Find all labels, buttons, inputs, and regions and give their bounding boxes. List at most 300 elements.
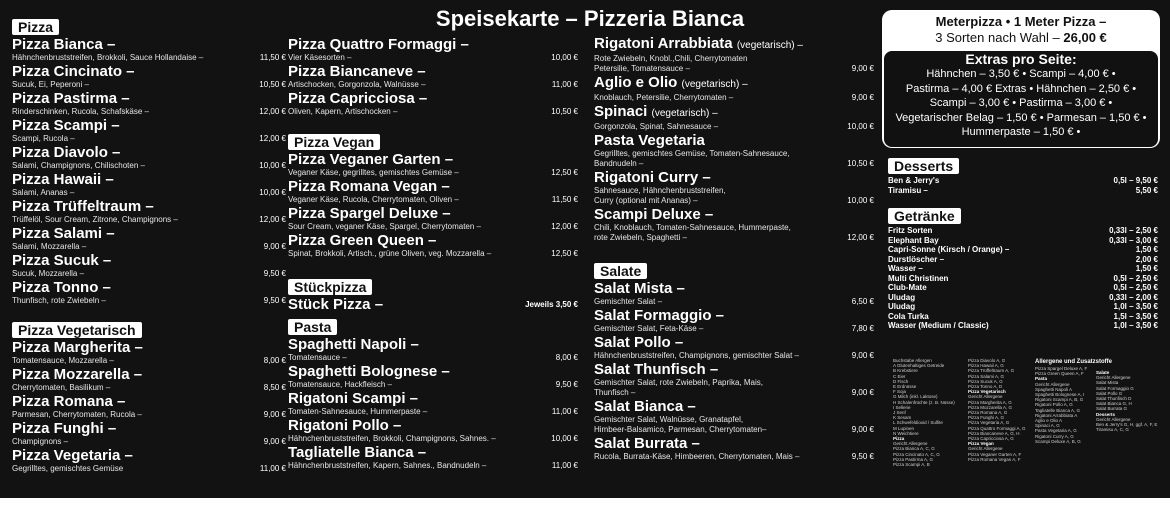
menu-item (594, 335, 874, 361)
item-name (12, 448, 286, 464)
item-description: Chili, Knoblauch, Tomaten-Sahnesauce, Hummerpaste, (594, 223, 791, 232)
item-name-text: Pizza Spargel Deluxe – (288, 205, 451, 222)
item-description: Gemischter Salat, Feta-Käse – (594, 324, 704, 333)
item-name-text: Pizza Vegetaria – (12, 447, 133, 464)
item-price: 0,5l – 2,50 € (1113, 283, 1158, 292)
item-description: Parmesan, Cherrytomaten, Rucola – (12, 410, 142, 419)
item-price: 11,00 € (551, 461, 578, 470)
item-description: Gegrilltes, gemischtes Gemüse, Tomaten-Sahnesauce, (594, 149, 790, 158)
item-name-text: Pizza Capricciosa – (288, 90, 428, 107)
item-name (288, 152, 578, 168)
item-description: Himbeer-Balsamico, Parmesan, Cherrytomaten– (594, 425, 767, 434)
menu-item (12, 64, 286, 90)
meterpizza-title: Meterpizza • 1 Meter Pizza – (935, 14, 1107, 29)
allergen-row: Pizza Spargel Deluxe A, F (1035, 366, 1088, 371)
allergen-row: Pizza Romana A, G (968, 410, 1008, 416)
item-description: Rote Zwiebeln, Knobl.,Chili, Cherrytomaten (594, 54, 748, 63)
section-header: Pasta (288, 319, 337, 335)
item-price: 0,33l – 3,00 € (1109, 235, 1158, 245)
allergen-row: Pizza Quattro Formaggi A, G (968, 425, 1026, 431)
menu-section (594, 261, 874, 463)
section-header: Pizza Vegetarisch (12, 322, 142, 338)
menu-item (12, 91, 286, 117)
extras-line: Vegetarischer Belag – 1,50 € • Parmesan – 1,50 € • (895, 111, 1147, 124)
menu-item (12, 280, 286, 306)
section-header: Getränke (888, 208, 961, 224)
allergen-row: D Fisch (893, 378, 909, 384)
item-description: Tomaten-Sahnesauce, Hummerpaste – (288, 407, 428, 416)
allergen-list-1 (893, 358, 955, 467)
item-description: Rinderschinken, Rucola, Schafskäse – (12, 107, 149, 116)
meterpizza-price: 26,00 € (1063, 30, 1107, 45)
item-description: Bandnudeln – (594, 159, 644, 168)
item-name-text: Pizza Margherita – (12, 339, 143, 356)
allergen-row: Buchstabe Allergen (893, 358, 932, 363)
allergen-row: Tagliatelle Bianca A, G (1035, 407, 1081, 413)
allergen-row: I Sellerie (893, 404, 911, 410)
item-name: Capri-Sonne (Kirsch / Orange) – (888, 245, 1010, 254)
allergen-row: Pizza Trüffeltraum A, G (968, 368, 1015, 374)
menu-item (288, 64, 578, 90)
item-name: Tiramisu – (888, 185, 928, 195)
item-name (288, 418, 578, 434)
allergen-row: Desserts (1096, 411, 1116, 417)
item-name: Durstlöscher – (888, 254, 945, 264)
item-name-text: Rigatoni Arrabbiata (594, 35, 733, 52)
section-header: Stückpizza (288, 279, 372, 295)
item-price: 9,00 € (263, 242, 286, 251)
menu-section (12, 320, 286, 475)
menu-item (12, 421, 286, 447)
item-price: 8,00 € (555, 353, 578, 362)
list-item (888, 283, 1160, 293)
allergen-row: Pizza Diavolo A, G (968, 358, 1006, 363)
item-price: 7,80 € (851, 324, 874, 333)
item-price: 1,50 € (1135, 264, 1158, 273)
allergen-list-4 (1096, 370, 1157, 432)
item-description: Hähnchenbruststreifen, Kapern, Sahnes., Bandnudeln – (288, 461, 487, 470)
item-name-text: Spaghetti Bolognese – (288, 363, 450, 380)
item-name-text: Pizza Scampi – (12, 117, 120, 134)
menu-item (12, 145, 286, 171)
item-description: Gemischter Salat – (594, 297, 663, 306)
section-header: Pizza Vegan (288, 134, 380, 150)
list-item (888, 321, 1160, 331)
item-price: 0,33l – 2,00 € (1109, 292, 1158, 302)
menu-item (594, 207, 874, 243)
item-description: Tomatensauce, Mozzarella – (12, 356, 114, 365)
item-name (288, 337, 578, 353)
item-price: 12,00 € (259, 215, 286, 224)
item-name (594, 335, 874, 351)
menu-item (288, 233, 578, 259)
page-title: Speisekarte – Pizzeria Bianca (435, 6, 745, 31)
menu-item (288, 391, 578, 417)
list-item (888, 226, 1160, 236)
extras-line: Pastirma – 4,00 € Extras • Hähnchen – 2,50 € • (905, 82, 1137, 95)
extras-title: Extras pro Seite: (965, 51, 1077, 67)
item-description: Champignons – (12, 437, 69, 446)
list-item (888, 186, 1160, 196)
allergen-row: M Lupinen (893, 425, 915, 431)
item-description: Hähnchenbruststreifen, Brokkoli, Sauce Hollandaise – (12, 53, 204, 62)
item-name-text: Rigatoni Scampi – (288, 390, 419, 407)
allergen-row: Pizza Biancaneve A, G, H (968, 430, 1020, 436)
item-price: 10,00 € (847, 196, 874, 205)
item-price: 0,5l – 9,50 € (1113, 176, 1158, 185)
item-name (594, 207, 874, 223)
item-price: 9,00 € (851, 351, 874, 360)
item-name: Elephant Bay (888, 235, 939, 245)
allergen-row: L Schwefeldioxid / Sulfite (893, 420, 943, 426)
vegetarian-tag: (vegetarisch) – (681, 79, 748, 90)
item-name-text: Scampi Deluxe – (594, 206, 714, 223)
allergen-row: Rigatoni Curry A, G (1035, 433, 1074, 439)
allergen-row: C Eier (893, 373, 906, 379)
vegetarian-tag: (vegetarisch) – (651, 108, 718, 119)
menu-section (288, 37, 578, 118)
allergen-row: Pizza Pastirma A, G (893, 456, 934, 462)
allergen-row: Pizza Mozzarella A, G (968, 404, 1013, 410)
item-description: Veganer Käse, gegrilltes, gemischtes Gemüse – (288, 168, 459, 177)
item-price: 12,00 € (259, 107, 286, 116)
item-price: 1,0l – 3,50 € (1113, 302, 1158, 311)
item-name-text: Pizza Pastirma – (12, 90, 130, 107)
item-name-text: Spinaci (594, 103, 648, 120)
item-price: 9,00 € (851, 388, 874, 397)
extras-line: Hähnchen – 3,50 € • Scampi – 4,00 € • (926, 68, 1116, 80)
menu-section (12, 17, 286, 307)
menu-item (288, 445, 578, 471)
item-price: 5,50 € (1135, 185, 1158, 195)
item-name (594, 399, 874, 415)
item-description: Tomatensauce, Hackfleisch – (288, 380, 393, 389)
item-description: Oliven, Kapern, Artischocken – (288, 107, 398, 116)
item-description: Gemischter Salat, Walnüsse, Granatapfel, (594, 415, 744, 424)
item-name-text: Pizza Veganer Garten – (288, 151, 454, 168)
item-name (12, 226, 286, 242)
meterpizza-offer (882, 30, 1160, 46)
allergen-row: Pizza Vegan (968, 441, 994, 447)
item-price: 9,00 € (263, 437, 286, 446)
menu-item (12, 253, 286, 279)
menu-item (594, 436, 874, 462)
item-name-text: Salat Thunfisch – (594, 361, 719, 378)
item-name (594, 308, 874, 324)
item-description: Salami, Champignons, Chilischoten – (12, 161, 145, 170)
allergen-row: Spinaci A, G (1035, 423, 1060, 429)
item-price: 1,50 € (1135, 245, 1158, 254)
allergen-row: H Schalenfrüchte (z. B. Nüsse) (893, 399, 955, 405)
allergen-row: Gericht Allergene (1035, 381, 1070, 387)
menu-item (12, 226, 286, 252)
extras-line: Hummerpaste – 1,50 € • (961, 126, 1081, 138)
item-name (594, 36, 874, 54)
allergen-row: Pizza Scampi A, B (893, 462, 930, 468)
item-price: 10,00 € (259, 161, 286, 170)
item-description: Petersilie, Tomatensauce – (594, 64, 690, 73)
item-price: 10,50 € (847, 159, 874, 168)
allergen-row: B Krebstiere (893, 368, 918, 374)
item-name: Wasser – (888, 264, 923, 273)
allergen-row: Gericht Allergene (1096, 375, 1131, 381)
allergen-row: Pizza Green Queen A, F (1035, 371, 1084, 377)
item-description: Salami, Ananas – (12, 188, 75, 197)
item-name-text: Pizza Trüffeltraum – (12, 198, 154, 215)
item-name-text: Pizza Bianca – (12, 36, 116, 53)
menu-section (288, 132, 578, 260)
allergen-row: Gericht Allergene (968, 446, 1003, 452)
item-description: Veganer Käse, Rucola, Cherrytomaten, Oliven – (288, 195, 459, 204)
item-name (594, 281, 874, 297)
menu-item (288, 206, 578, 232)
item-name (12, 64, 286, 80)
menu-item (12, 199, 286, 225)
item-price: 8,00 € (263, 356, 286, 365)
menu-section (288, 277, 578, 314)
item-name (12, 91, 286, 107)
item-description: Gegrilltes, gemischtes Gemüse (12, 464, 124, 473)
list-item (888, 274, 1160, 284)
item-price: 9,50 € (851, 452, 874, 461)
item-name-text: Pizza Diavolo – (12, 144, 121, 161)
section-header: Desserts (888, 158, 959, 174)
item-description: Tomatensauce – (288, 353, 347, 362)
allergen-row: E Erdnüsse (893, 384, 917, 390)
allergen-row: K Sesam (893, 415, 912, 421)
list-item (888, 176, 1160, 186)
section-header: Pizza (12, 19, 59, 35)
section-header: Salate (594, 263, 647, 279)
item-name-text: Pizza Biancaneve – (288, 63, 426, 80)
item-price: 10,00 € (551, 53, 578, 62)
list-item (888, 293, 1160, 303)
allergen-row: A Glutenhaltiges Getreide (893, 363, 945, 369)
item-name (12, 37, 286, 53)
allergen-row: Pizza Sucuk A, G (968, 378, 1003, 384)
vegetarian-tag: (vegetarisch) – (736, 40, 803, 51)
item-name-text: Salat Burrata – (594, 435, 700, 452)
item-name-text: Pizza Funghi – (12, 420, 117, 437)
menu-item (288, 364, 578, 390)
meterpizza-offer-text: 3 Sorten nach Wahl – (935, 30, 1064, 45)
item-price: 12,00 € (847, 233, 874, 242)
item-name (12, 340, 286, 356)
item-price: 9,00 € (851, 64, 874, 73)
item-name: Cola Turka (888, 311, 929, 321)
item-name-text: Rigatoni Curry – (594, 169, 711, 186)
item-price: 8,50 € (263, 383, 286, 392)
item-price: 10,00 € (259, 188, 286, 197)
item-price: 10,00 € (847, 122, 874, 131)
item-price: 9,00 € (263, 410, 286, 419)
allergen-row: Salat Burrata G (1096, 406, 1128, 412)
item-description: Cherrytomaten, Basilikum – (12, 383, 111, 392)
allergen-row: Pizza Vegetarisch (968, 389, 1006, 395)
menu-item (288, 91, 578, 117)
item-name (12, 199, 286, 215)
allergen-row: F Soja (893, 389, 907, 395)
extras-line: Scampi – 3,00 € • Pastirma – 3,00 € • (929, 97, 1113, 109)
allergen-row: Gericht Allergene (1096, 416, 1131, 422)
allergen-row: Gericht Allergene (968, 394, 1003, 400)
allergen-row: Pizza Vegetaria A, G (968, 420, 1010, 426)
item-price: Jeweils 3,50 € (525, 300, 578, 309)
item-description: Knoblauch, Petersilie, Cherrytomaten – (594, 93, 734, 102)
item-description: Hähnchenbruststreifen, Brokkoli, Champignons, Sahnes. – (288, 434, 496, 443)
item-name (12, 394, 286, 410)
list-item (888, 302, 1160, 312)
item-name-text: Aglio e Olio (594, 74, 678, 91)
item-name (12, 145, 286, 161)
item-name-text: Salat Pollo – (594, 334, 684, 351)
item-price: 10,50 € (551, 107, 578, 116)
item-price: 9,00 € (851, 425, 874, 434)
allergen-row: Pasta Vegetaria A, G (1035, 428, 1077, 434)
menu-item (12, 448, 286, 474)
allergen-row: Pizza Margherita A, G (968, 399, 1012, 405)
menu-item (594, 281, 874, 307)
allergen-row: Rigatoni Arrabbiata A (1035, 412, 1078, 418)
item-name (12, 172, 286, 188)
item-description: Sahnesauce, Hähnchenbruststreifen, (594, 186, 726, 195)
item-name: Wasser (Medium / Classic) (888, 321, 989, 330)
item-price: 9,50 € (263, 269, 286, 278)
item-price: 10,00 € (551, 434, 578, 443)
allergen-row: Tiramisu A, C, G (1096, 427, 1129, 433)
allergen-row: Rigatoni Pollo A, G (1035, 402, 1073, 408)
item-price: 0,5l – 2,50 € (1113, 273, 1158, 283)
allergen-row: Pizza Tonno A, D (968, 384, 1003, 390)
item-name: Club-Mate (888, 283, 927, 292)
item-name (288, 233, 578, 249)
allergen-row: Ben & Jerry's G, H, ggf. A, F, E (1096, 422, 1158, 428)
item-name-text: Salat Bianca – (594, 398, 696, 415)
item-price: 0,33l – 2,50 € (1109, 226, 1158, 235)
allergen-row: Pizza Salami A, G (968, 373, 1005, 379)
item-name (288, 91, 578, 107)
menu-item (12, 340, 286, 366)
item-description: Scampi, Rucola – (12, 134, 75, 143)
item-name (12, 280, 286, 296)
item-name (288, 445, 578, 461)
list-item (888, 245, 1160, 255)
item-name-text: Pizza Tonno – (12, 279, 111, 296)
menu-item (288, 337, 578, 363)
allergen-row: Pizza Veganer Garten A, F (968, 451, 1022, 457)
item-name (288, 179, 578, 195)
item-name (594, 133, 874, 149)
item-description: Rucola, Burrata-Käse, Himbeeren, Cherrytomaten, Mais – (594, 452, 800, 461)
item-price: 9,50 € (555, 380, 578, 389)
item-name (12, 118, 286, 134)
item-name-text: Pizza Sucuk – (12, 252, 112, 269)
list-item (888, 312, 1160, 322)
desserts-section (888, 156, 1160, 195)
allergen-row: Scampi Deluxe A, B, G (1035, 438, 1081, 444)
item-description: Thunfisch, rote Zwiebeln – (12, 296, 106, 305)
item-name (288, 37, 578, 53)
item-description: Artischocken, Gorgonzola, Walnüsse – (288, 80, 426, 89)
meterpizza-box (882, 10, 1160, 148)
item-price: 11,00 € (551, 407, 578, 416)
allergen-row: Salat Formaggio G (1096, 385, 1134, 391)
item-name-text: Spaghetti Napoli – (288, 336, 419, 353)
item-name-text: Stück Pizza – (288, 296, 384, 313)
item-name: Multi Christinen (888, 273, 949, 283)
list-item (888, 264, 1160, 274)
item-price: 11,50 € (551, 195, 578, 204)
item-name-text: Pizza Romana Vegan – (288, 178, 450, 195)
menu-item (288, 152, 578, 178)
item-name-text: Salat Formaggio – (594, 307, 725, 324)
item-description: Salami, Mozzarella – (12, 242, 87, 251)
menu-item (12, 367, 286, 393)
menu-section (594, 36, 874, 244)
allergen-row: Salat Mista (1096, 380, 1119, 386)
drinks-section (888, 206, 1160, 331)
menu-item (594, 308, 874, 334)
allergen-row: Pizza Capricciosa A, G (968, 436, 1014, 442)
item-price: 12,50 € (551, 168, 578, 177)
item-name (594, 362, 874, 378)
menu-item (594, 36, 874, 74)
menu-item (594, 104, 874, 132)
allergen-row: Gericht Allergene (893, 441, 928, 447)
allergen-row: Pizza (893, 436, 905, 442)
allergen-row: Spaghetti Bolognese A, I (1035, 392, 1085, 398)
item-price: 12,50 € (551, 249, 578, 258)
item-price: 12,00 € (551, 222, 578, 231)
item-description: Sour Cream, veganer Käse, Spargel, Cherrytomaten – (288, 222, 481, 231)
allergen-row: Salat Pollo G (1096, 390, 1123, 396)
item-description: Sucuk, Mozzarella – (12, 269, 85, 278)
item-price: 1,0l – 3,50 € (1113, 321, 1158, 330)
item-name (594, 170, 874, 186)
item-price: 6,50 € (851, 297, 874, 306)
item-name (288, 206, 578, 222)
item-name (594, 104, 874, 122)
menu-item (12, 118, 286, 144)
item-price: 11,50 € (259, 53, 286, 62)
menu-item (288, 418, 578, 444)
menu-item (594, 170, 874, 206)
item-description: Gorgonzola, Spinat, Sahnesauce – (594, 122, 719, 131)
allergen-title: Allergene und Zusatzstoffe (1035, 359, 1113, 365)
item-name: Uludag (888, 292, 916, 302)
allergen-row: Salat Bianca G, H (1096, 401, 1132, 407)
item-description: Spinat, Brokkoli, Artisch., grüne Oliven, veg. Mozzarella – (288, 249, 492, 258)
item-name-text: Salat Mista – (594, 280, 685, 297)
item-name: Ben & Jerry's (888, 176, 940, 185)
item-description: Thunfisch – (594, 388, 636, 397)
item-name-text: Pizza Hawaii – (12, 171, 114, 188)
item-price: 9,00 € (851, 93, 874, 102)
item-name-text: Pizza Romana – (12, 393, 126, 410)
item-name-text: Pizza Cincinato – (12, 63, 135, 80)
item-name (288, 64, 578, 80)
allergen-row: Pizza Funghi A, G (968, 415, 1005, 421)
allergen-row: Spaghetti Napoli A (1035, 386, 1073, 392)
allergen-list-2 (968, 358, 1026, 462)
item-description: Curry (optional mit Ananas) – (594, 196, 698, 205)
item-description: Vier Käsesorten – (288, 53, 352, 62)
menu-item (288, 37, 578, 63)
item-name-text: Pizza Quattro Formaggi – (288, 36, 469, 53)
item-price: 12,00 € (259, 134, 286, 143)
list-item (888, 255, 1160, 265)
menu-item (594, 75, 874, 103)
